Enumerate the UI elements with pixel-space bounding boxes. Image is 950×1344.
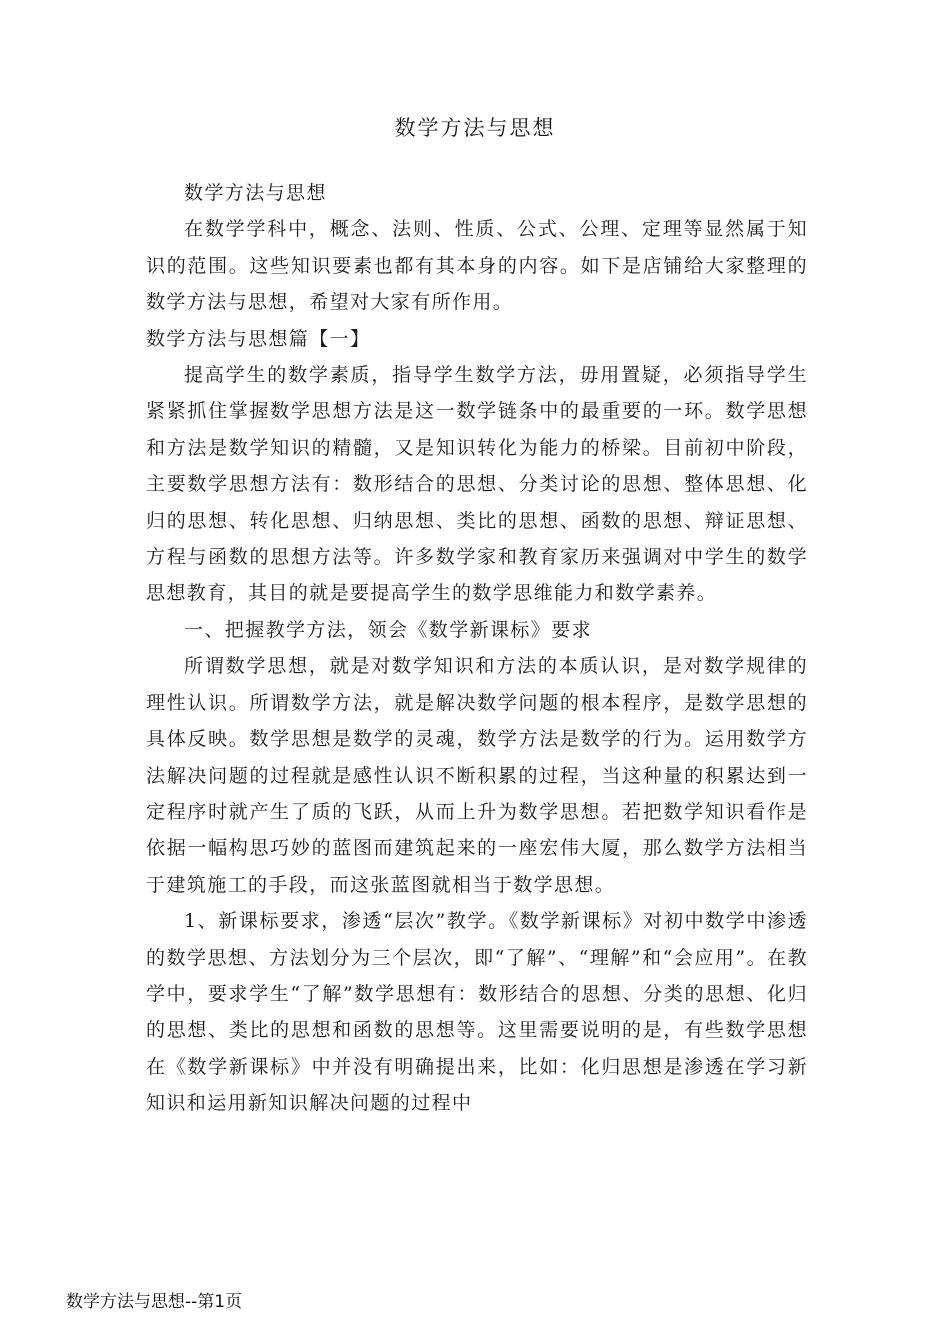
paragraph: 提高学生的数学素质，指导学生数学方法，毋用置疑，必须指导学生紧紧抓住掌握数学思想方法是这一数学链条中的最重要的一环。数学思想和方法是数学知识的精髓，又是知识转化为能力的桥梁。目前初中阶段，主要数学思想方法有：数形结合的思想、分类讨论的思想、整体思想、化归的思想、转化思想、归纳思想、类比的思想、函数的思想、辩证思想、方程与函数的思想方法等。许多数学家和教育家历来强调对中学生的数学思想教育，其目的就是要提高学生的数学思维能力和数学素养。 [146,364,808,605]
section-heading: 数学方法与思想篇【一】 [146,327,371,350]
page-footer: 数学方法与思想--第1页 [66,1292,243,1312]
subsection-heading: 一、把握教学方法，领会《数学新课标》要求 [184,618,593,641]
paragraph: 1、新课标要求，渗透“层次”教学。《数学新课标》对初中数学中渗透的数学思想、方法划分为三个层次，即“了解”、“理解”和“会应用”。在教学中，要求学生“了解”数学思想有：数形结合的思想、分类的思想、化归的思想、类比的思想和函数的思想等。这里需要说明的是，有些数学思想在《数学新课标》中并没有明确提出来，比如：化归思想是渗透在学习新知识和运用新知识解决问题的过程中 [146,910,808,1115]
document-body [146,175,808,1122]
paragraph: 所谓数学思想，就是对数学知识和方法的本质认识，是对数学规律的理性认识。所谓数学方法，就是解决数学问题的根本程序，是数学思想的具体反映。数学思想是数学的灵魂，数学方法是数学的行为。运用数学方法解决问题的过程就是感性认识不断积累的过程，当这种量的积累达到一定程序时就产生了质的飞跃，从而上升为数学思想。若把数学知识看作是依据一幅构思巧妙的蓝图而建筑起来的一座宏伟大厦，那么数学方法相当于建筑施工的手段，而这张蓝图就相当于数学思想。 [146,655,808,896]
paragraph: 在数学学科中，概念、法则、性质、公式、公理、定理等显然属于知识的范围。这些知识要素也都有其本身的内容。如下是店铺给大家整理的数学方法与思想，希望对大家有所作用。 [146,218,808,314]
paragraph: 数学方法与思想 [184,182,327,204]
page-title: 数学方法与思想 [394,116,556,140]
